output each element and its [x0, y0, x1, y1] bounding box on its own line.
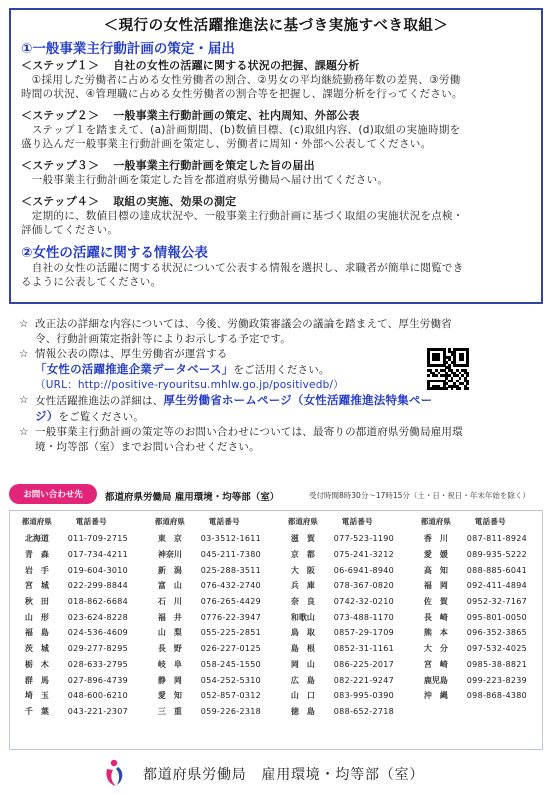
pref-cell: 岩 手: [24, 565, 49, 575]
phone-cell[interactable]: 077-523-1190: [333, 534, 395, 544]
pref-cell: 大 阪: [290, 565, 315, 575]
phone-cell[interactable]: 075-241-3212: [333, 550, 395, 560]
step-2: [21, 102, 531, 151]
pref-cell: 愛 知: [157, 691, 182, 701]
database-url[interactable]: （URL：http://positive-ryouritsu.mhlw.go.jp/positivedb/）: [35, 379, 344, 391]
pref-cell: 富 山: [157, 581, 182, 591]
phone-cell[interactable]: 06-6941-8940: [333, 565, 395, 575]
pref-cell: 長 崎: [423, 612, 448, 622]
phone-cell[interactable]: 011-709-2715: [67, 534, 129, 544]
phone-cell[interactable]: 048-600-6210: [67, 691, 129, 701]
note-3: [17, 393, 545, 425]
table-row: [10, 594, 542, 610]
pref-cell: 愛 媛: [423, 550, 448, 560]
phone-cell[interactable]: 097-532-4025: [466, 644, 528, 654]
phone-cell[interactable]: 087-811-8924: [466, 534, 528, 544]
pref-cell: 福 島: [24, 628, 49, 638]
pref-cell: 山 梨: [157, 628, 182, 638]
star-icon: ☆: [19, 318, 29, 330]
pref-cell: 兵 庫: [290, 581, 315, 591]
pref-cell: 岡 山: [290, 659, 315, 669]
mhlw-logo-icon: [102, 758, 128, 788]
pref-cell: 徳 島: [290, 706, 315, 716]
step-heading-text: 一般事業主行動計画を策定した旨の届出: [113, 159, 315, 172]
section2-line-2: るように公表してください。: [21, 276, 162, 288]
phone-cell[interactable]: 076-265-4429: [200, 597, 262, 607]
phone-cell[interactable]: 027-896-4739: [67, 675, 129, 685]
step-body-line: 盛り込んだ一般事業主行動計画を策定し、労働者に周知・外部へ公表してください。: [21, 138, 432, 150]
pref-cell: 北海道: [24, 534, 49, 544]
pref-cell: 滋 賀: [290, 534, 315, 544]
note-1-line-1: 改正法の詳細な内容については、今後、労働政策審議会の議論を踏まえて、厚生労働省: [35, 318, 452, 330]
step-label: ＜ステップ２＞: [21, 109, 100, 122]
phone-cell[interactable]: 055-225-2851: [200, 628, 262, 638]
step-heading: [21, 194, 531, 209]
mhlw-homepage-link-cont[interactable]: ジ）: [35, 409, 59, 423]
star-icon: ☆: [19, 426, 29, 438]
pref-cell: 広 島: [290, 675, 315, 685]
pref-cell: 長 野: [157, 644, 182, 654]
pref-cell: 福 井: [157, 612, 182, 622]
pref-cell: 宮 崎: [423, 659, 448, 669]
qr-code[interactable]: [427, 348, 469, 390]
note-1-line-2: 令、行動計画策定指針等によりお示しする予定です。: [35, 333, 291, 345]
table-row: [10, 625, 542, 641]
pref-cell: 和歌山: [290, 612, 315, 622]
step-label: ＜ステップ１＞: [21, 59, 100, 72]
contact-table: [9, 510, 543, 750]
step-3: [21, 152, 531, 187]
header-phone: 電話番号: [208, 516, 240, 526]
table-row: [10, 688, 542, 704]
phone-cell[interactable]: 092-411-4894: [466, 581, 528, 591]
header-pref: 都道府県: [420, 516, 451, 526]
note-2-suffix: をご活用ください。: [233, 364, 330, 376]
pref-cell: 青 森: [24, 550, 49, 560]
pref-cell: 茨 城: [24, 644, 49, 654]
phone-cell[interactable]: 022-299-8844: [67, 581, 129, 591]
step-body-line: 一般事業主行動計画を策定した旨を都道府県労働局へ届け出てください。: [21, 174, 389, 186]
phone-cell[interactable]: 019-604-3010: [67, 565, 129, 575]
steps-container: [21, 58, 531, 237]
phone-cell[interactable]: 098-868-4380: [466, 691, 528, 701]
pref-cell: 三 重: [157, 706, 182, 716]
phone-cell[interactable]: 095-801-0050: [466, 612, 528, 622]
phone-cell[interactable]: 088-652-2718: [333, 706, 395, 716]
step-heading-text: 一般事業主行動計画の策定、社内周知、外部公表: [113, 109, 360, 122]
phone-cell[interactable]: 082-221-9247: [333, 675, 395, 685]
table-row: [10, 672, 542, 688]
pref-cell: 埼 玉: [24, 691, 49, 701]
pref-cell: 静 岡: [157, 675, 182, 685]
pref-cell: 熊 本: [423, 628, 448, 638]
phone-cell[interactable]: 099-223-8239: [466, 675, 528, 685]
pref-cell: 福 岡: [423, 581, 448, 591]
phone-cell[interactable]: 078-367-0820: [333, 581, 395, 591]
step-body-line: ①採用した労働者に占める女性労働者の割合、②男女の平均継続勤務年数の差異、③労働: [21, 74, 461, 86]
table-row: [10, 657, 542, 673]
note-2-line-1: 情報公表の際は、厚生労働省が運営する: [35, 348, 228, 360]
pref-cell: 香 川: [423, 534, 448, 544]
pref-cell: 島 根: [290, 644, 315, 654]
phone-cell[interactable]: 029-277-8295: [67, 644, 129, 654]
note-4: [17, 425, 545, 455]
phone-cell[interactable]: 043-221-2307: [67, 706, 129, 716]
step-heading-text: 自社の女性の活躍に関する状況の把握、課題分析: [113, 59, 360, 72]
phone-cell[interactable]: 059-226-2318: [200, 706, 262, 716]
table-row: [10, 704, 542, 720]
contact-section: [9, 484, 543, 750]
star-icon: ☆: [19, 348, 29, 360]
phone-cell[interactable]: 096-352-3865: [466, 628, 528, 638]
table-header: [10, 511, 542, 531]
footer: [0, 758, 552, 788]
pref-cell: 京 都: [290, 550, 315, 560]
pref-cell: 千 葉: [24, 706, 49, 716]
step-label: ＜ステップ４＞: [21, 195, 100, 208]
table-row: [10, 609, 542, 625]
table-row: [10, 547, 542, 563]
pref-cell: 群 馬: [24, 675, 49, 685]
phone-cell[interactable]: 089-935-5222: [466, 550, 528, 560]
step-heading-text: 取組の実施、効果の測定: [113, 195, 237, 208]
phone-cell[interactable]: 018-862-6684: [67, 597, 129, 607]
step-1: [21, 58, 531, 101]
step-body-line: ステップ１を踏まえて、(a)計画期間、(b)数値目標、(c)取組内容、(d)取組の実施時期を: [21, 124, 461, 136]
contact-office: 都道府県労働局 雇用環境・均等部（室）: [105, 492, 280, 503]
header-pref: 都道府県: [21, 516, 52, 526]
main-box: [9, 8, 543, 304]
phone-cell[interactable]: 052-857-0312: [200, 691, 262, 701]
note-4-line-1: 一般事業主行動計画の策定等のお問い合わせについては、最寄りの都道府県労働局雇用環: [35, 426, 463, 438]
phone-cell[interactable]: 03-3512-1611: [200, 534, 262, 544]
contact-label: お問い合わせ先: [9, 484, 97, 504]
table-row: [10, 562, 542, 578]
phone-cell[interactable]: 058-245-1550: [200, 659, 262, 669]
section1-title: ①一般事業主行動計画の策定・届出: [21, 41, 235, 57]
table-row: [10, 531, 542, 547]
phone-cell[interactable]: 025-288-3511: [200, 565, 262, 575]
step-heading: [21, 108, 531, 123]
phone-cell[interactable]: 086-225-2017: [333, 659, 395, 669]
phone-cell[interactable]: 045-211-7380: [200, 550, 262, 560]
step-body-line: 評価してください。: [21, 224, 119, 236]
pref-cell: 秋 田: [24, 597, 49, 607]
contact-hours: 受付時間8時30分～17時15分（土・日・祝日・年末年始を除く）: [309, 491, 530, 500]
phone-cell[interactable]: 028-633-2795: [67, 659, 129, 669]
phone-cell[interactable]: 054-252-5310: [200, 675, 262, 685]
header-pref: 都道府県: [287, 516, 318, 526]
table-row: [10, 641, 542, 657]
footer-text: 都道府県労働局 雇用環境・均等部（室）: [143, 767, 425, 783]
phone-cell[interactable]: 0985-38-8821: [466, 659, 528, 669]
pref-cell: 神奈川: [157, 550, 182, 560]
pref-cell: 奈 良: [290, 597, 315, 607]
phone-cell[interactable]: 023-624-8228: [67, 612, 129, 622]
phone-cell[interactable]: 083-995-0390: [333, 691, 395, 701]
phone-cell[interactable]: 0776-22-3947: [200, 612, 262, 622]
page-title: ＜現行の女性活躍推進法に基づき実施すべき取組＞: [103, 18, 449, 34]
header-pref: 都道府県: [154, 516, 185, 526]
pref-cell: 山 口: [290, 691, 315, 701]
header-phone: 電話番号: [474, 516, 506, 526]
step-heading: [21, 158, 531, 173]
step-body-line: 定期的に、数値目標の達成状況や、一般事業主行動計画に基づく取組の実施状況を点検・: [21, 210, 464, 222]
section2-line-1: 自社の女性の活躍に関する状況について公表する情報を選択し、求職者が簡単に閲覧でき: [21, 262, 464, 274]
step-4: [21, 188, 531, 237]
pref-cell: 鳥 取: [290, 628, 315, 638]
phone-cell[interactable]: 076-432-2740: [200, 581, 262, 591]
mhlw-homepage-link[interactable]: 厚生労働省ホームページ（女性活躍推進法特集ペー: [163, 393, 433, 407]
phone-cell[interactable]: 026-227-0125: [200, 644, 262, 654]
pref-cell: 大 分: [423, 644, 448, 654]
database-link[interactable]: 「女性の活躍推進企業データベース」: [35, 362, 234, 376]
pref-cell: 宮 城: [24, 581, 49, 591]
note-4-line-2: 境・均等部（室）までお問い合わせください。: [35, 441, 260, 453]
pref-cell: 石 川: [157, 597, 182, 607]
pref-cell: 鹿児島: [423, 675, 448, 685]
note-3-suffix: をご覧ください。: [58, 411, 145, 423]
phone-cell[interactable]: 024-536-4609: [67, 628, 129, 638]
section2-title: ②女性の活躍に関する情報公表: [21, 245, 208, 261]
step-body-line: 時間の状況、④管理職に占める女性労働者の割合等を把握し、課題分析を行ってください。: [21, 88, 463, 100]
pref-cell: 新 潟: [157, 565, 182, 575]
phone-cell[interactable]: 0742-32-0210: [333, 597, 395, 607]
star-icon: ☆: [19, 394, 29, 406]
phone-cell[interactable]: 0857-29-1709: [333, 628, 395, 638]
phone-cell[interactable]: 073-488-1170: [333, 612, 395, 622]
header-phone: 電話番号: [75, 516, 107, 526]
phone-cell[interactable]: 088-885-6041: [466, 565, 528, 575]
step-heading: [21, 58, 531, 73]
pref-cell: 佐 賀: [423, 597, 448, 607]
pref-cell: 栃 木: [24, 659, 49, 669]
table-row: [10, 578, 542, 594]
pref-cell: 山 形: [24, 612, 49, 622]
step-label: ＜ステップ３＞: [21, 159, 100, 172]
note-3-prefix: 女性活躍推進法の詳細は、: [35, 395, 164, 407]
pref-cell: 高 知: [423, 565, 448, 575]
phone-cell[interactable]: 0952-32-7167: [466, 597, 528, 607]
note-1: [17, 317, 545, 347]
pref-cell: 東 京: [157, 534, 182, 544]
pref-cell: 岐 阜: [157, 659, 182, 669]
header-phone: 電話番号: [341, 516, 373, 526]
phone-cell[interactable]: 0852-31-1161: [333, 644, 395, 654]
pref-cell: 沖 縄: [423, 691, 448, 701]
phone-cell[interactable]: 017-734-4211: [67, 550, 129, 560]
